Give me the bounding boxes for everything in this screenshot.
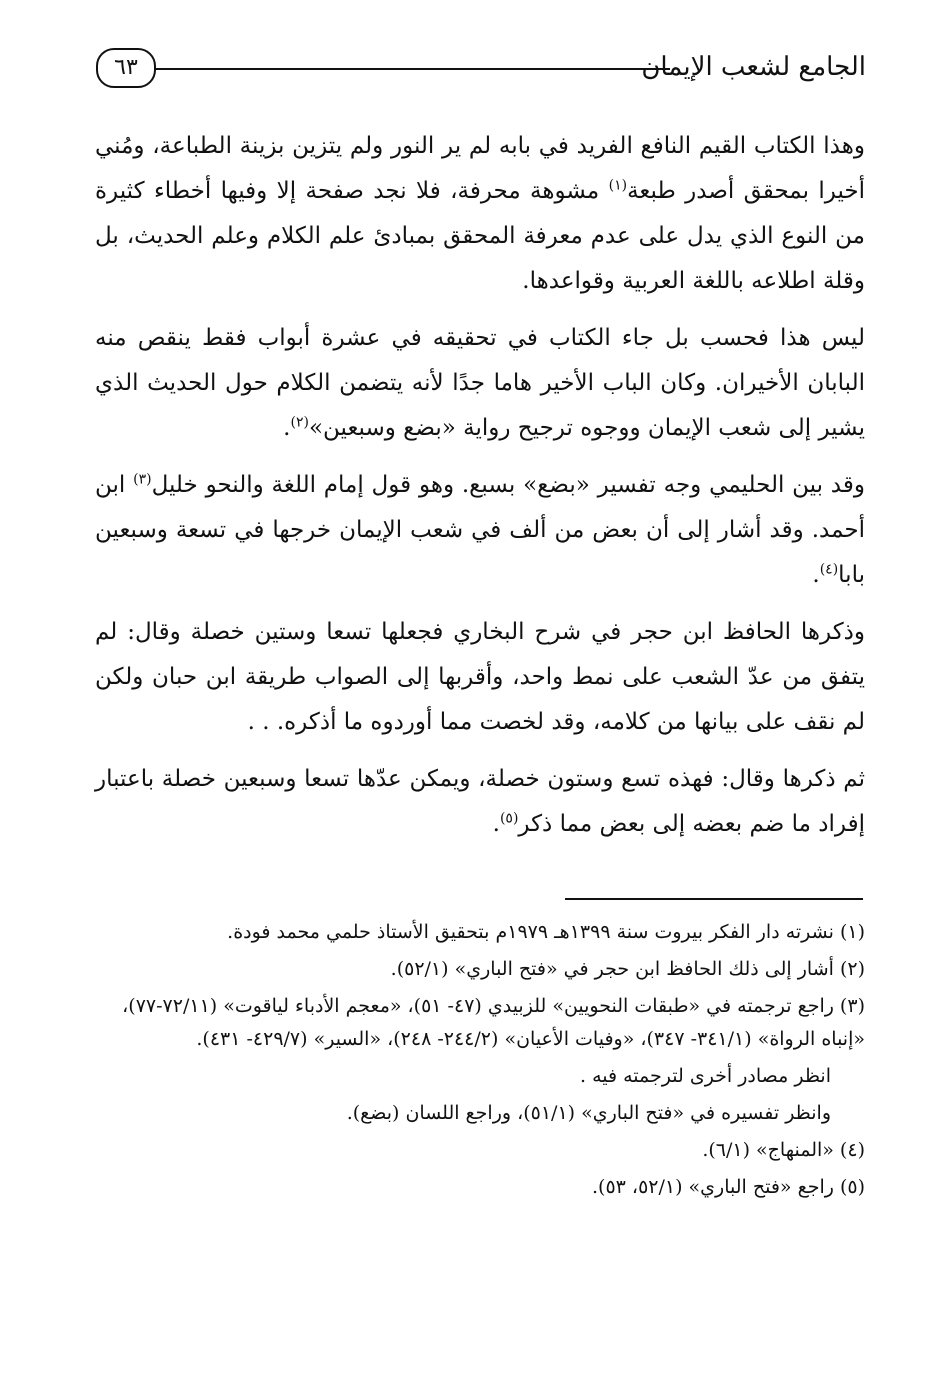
footnote-ref-3: (٣) bbox=[133, 471, 152, 488]
paragraph-2 bbox=[95, 316, 865, 451]
footnote-4: (٤) «المنهاج» (٦/١). bbox=[702, 1139, 865, 1161]
footnote-separator bbox=[565, 898, 863, 900]
paragraph-1 bbox=[95, 124, 865, 304]
paragraph-3-text-a: وقد بين الحليمي وجه تفسير «بضع» بسبع. وهو قول إمام اللغة والنحو خليل bbox=[151, 472, 865, 498]
paragraph-5 bbox=[95, 757, 865, 847]
running-header bbox=[96, 44, 866, 94]
footnote-ref-1: (١) bbox=[608, 177, 628, 194]
paragraph-1-text-b: مشوهة محرفة، فلا نجد صفحة إلا وفيها أخطاء كثيرة من النوع الذي يدل على عدم معرفة المحقق بمبادئ علم الكلام وعلم الحديث، بل وقلة اطلاعه باللغة العربية وقواعدها. bbox=[95, 178, 865, 294]
footnotes bbox=[95, 916, 865, 1208]
footnote-3-continued-b: وانظر تفسيره في «فتح الباري» (٥١/١)، وراجع اللسان (بضع). bbox=[346, 1102, 831, 1124]
paragraph-5-text-b: . bbox=[492, 811, 500, 837]
footnote-ref-2: (٢) bbox=[290, 414, 309, 431]
paragraph-4 bbox=[95, 610, 865, 745]
paragraph-2-text-a: ليس هذا فحسب بل جاء الكتاب في تحقيقه في عشرة أبواب فقط ينقص منه البابان الأخيران. وكان الباب الأخير هاما جدًا لأنه يتضمن الكلام حول الحديث الذي يشير إلى شعب الإيمان ووجوه ترجيح رواية «بضع وسبعين» bbox=[95, 325, 865, 441]
page-number bbox=[96, 48, 156, 88]
footnote-ref-5: (٥) bbox=[499, 810, 519, 827]
paragraph-3-text-b: ابن أحمد. وقد أشار إلى أن بعض من ألف في شعب الإيمان خرجها في تسعة وسبعين بابا bbox=[95, 472, 865, 588]
main-text bbox=[95, 124, 865, 859]
page-number-text: ٦٣ bbox=[114, 55, 138, 80]
header-rule bbox=[154, 68, 670, 70]
book-title: الجامع لشعب الإيمان bbox=[641, 52, 866, 82]
paragraph-5-text-a: ثم ذكرها وقال: فهذه تسع وستون خصلة، ويمكن عدّها تسعا وسبعين خصلة باعتبار إفراد ما ضم بعضه إلى بعض مما ذكر bbox=[95, 766, 865, 837]
paragraph-3-text-c: . bbox=[812, 562, 820, 588]
paragraph-3 bbox=[95, 463, 865, 598]
paragraph-1-text-a: وهذا الكتاب القيم النافع الفريد في بابه لم ير النور ولم يتزين بزينة الطباعة، ومُني أخيرا بمحقق أصدر طبعة bbox=[95, 133, 865, 204]
paragraph-2-text-b: . bbox=[283, 415, 291, 441]
footnote-2: (٢) أشار إلى ذلك الحافظ ابن حجر في «فتح الباري» (٥٢/١). bbox=[390, 958, 865, 980]
footnote-ref-4: (٤) bbox=[819, 561, 839, 578]
footnote-3-continued-a: انظر مصادر أخرى لترجمته فيه . bbox=[580, 1065, 831, 1087]
footnote-5: (٥) راجع «فتح الباري» (٥٢/١، ٥٣). bbox=[592, 1176, 865, 1198]
footnote-3: (٣) راجع ترجمته في «طبقات النحويين» للزبيدي (٤٧- ٥١)، «معجم الأدباء لياقوت» (٧٢/١١-٧٧)، «إنباه الرواة» (٣٤١/١- ٣٤٧)، «وفيات الأعيان» (٢٤٤/٢- ٢٤٨)، «السير» (٤٢٩/٧- ٤٣١). bbox=[122, 995, 865, 1050]
footnote-1: (١) نشرته دار الفكر بيروت سنة ١٣٩٩هـ ١٩٧٩م بتحقيق الأستاذ حلمي محمد فودة. bbox=[227, 921, 865, 943]
paragraph-4-text: وذكرها الحافظ ابن حجر في شرح البخاري فجعلها تسعا وستين خصلة وقال: لم يتفق من عدّ الشعب على نمط واحد، وأقربها إلى الصواب طريقة ابن حبان ولكن لم نقف على بيانها من كلامه، وقد لخصت مما أوردوه ما أذكره. . . bbox=[95, 619, 865, 735]
